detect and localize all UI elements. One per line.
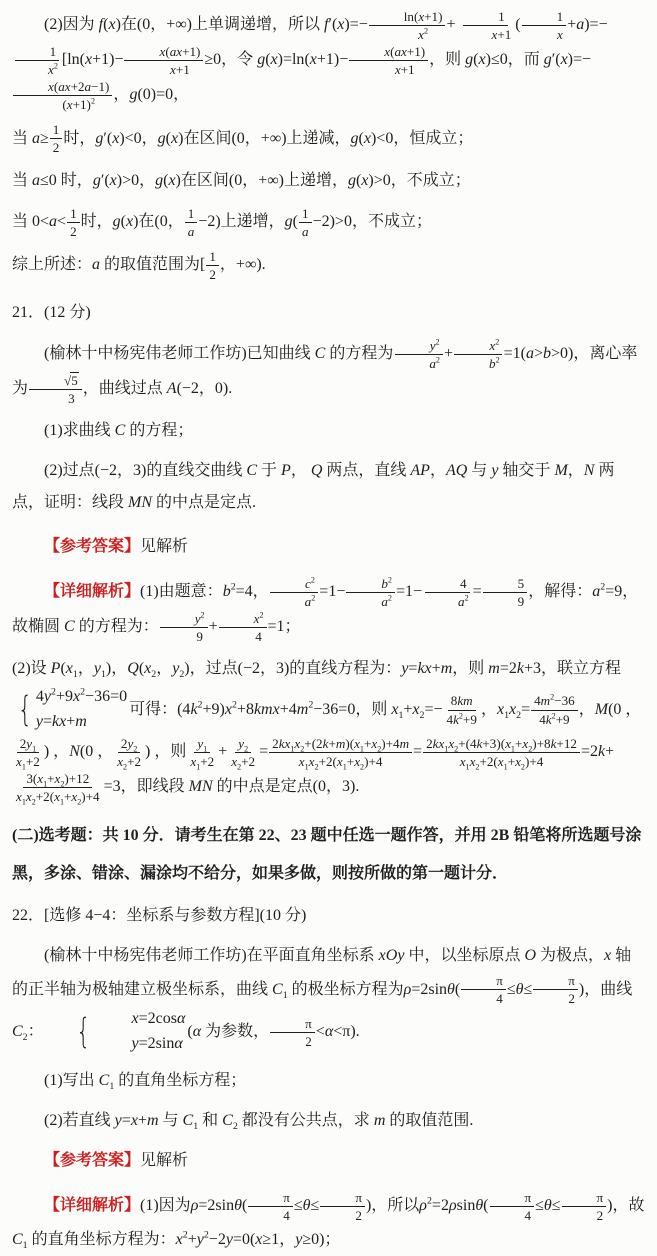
fraction-numerator: $2y_2$ bbox=[118, 735, 140, 753]
fraction bbox=[13, 770, 103, 805]
subscript: 1 bbox=[203, 744, 208, 754]
q20-case-a-ge-half bbox=[12, 121, 645, 156]
text-run: 见解析 bbox=[140, 1152, 189, 1169]
subscript: 1 bbox=[304, 762, 309, 772]
fraction-denominator: 4 bbox=[255, 629, 262, 645]
fraction bbox=[457, 8, 515, 43]
fraction-denominator: x+1 bbox=[491, 27, 512, 43]
fraction bbox=[533, 972, 578, 1007]
fraction-denominator: x+1 bbox=[170, 62, 190, 78]
fraction-denominator: $x_1+2$ bbox=[16, 753, 40, 772]
fraction-denominator: $a^2$ bbox=[429, 355, 440, 371]
subscript: 1 bbox=[22, 1240, 28, 1252]
fraction bbox=[394, 337, 443, 372]
subscript: 1 bbox=[21, 797, 26, 807]
system-rows bbox=[36, 685, 127, 735]
superscript: 2 bbox=[182, 1229, 188, 1241]
superscript: 2 bbox=[230, 581, 236, 593]
fraction bbox=[67, 205, 80, 240]
subscript: 1 bbox=[193, 1121, 199, 1133]
fraction-denominator: $x_1x_2+2(x_1+x_2)+4$ bbox=[459, 753, 544, 772]
answer-tag: 【详细解析】 bbox=[44, 583, 141, 601]
fraction-numerator: $y_2$ bbox=[235, 735, 251, 753]
superscript: 2 bbox=[550, 693, 555, 703]
subscript: 2 bbox=[232, 1121, 238, 1133]
fraction-denominator: $x^2$ bbox=[48, 61, 58, 78]
fraction bbox=[124, 43, 203, 78]
text-run: (2)设 $P(x_1$，$y_1$)，$Q(x_2$，$y_2$)，过点(−2，3)的直线方程为：y=kx+m，则 m=2k+3，联立方程 { $4y^2+9x^2-36=0$ y=kx+m 可得：$(4k^2+9)x^2+8kmx+4m^2-36=0$，则 $x_1+x_2=-$ $\frac{8km}{4k^2+9}$ ，$x_1x_2=$ $\frac{4m^2-36}{4k^2+9}$ ，M(0 ， $\frac{2y_1}{x_1+2}$ ) ，N(0 ， $\frac{2y_2}{x_2+2}$ ) ，则 $\frac{y_1}{x_1+2}$ + $\frac{y_2}{x_2+2}$ = $\frac{2kx_1x_2+(2k+m)(x_1+x_2)+4m}{x_1x_2+2(x_1+x_2)+4}$ = $\frac{2kx_1x_2+(4k+3)(x_1+x_2)+8k+12}{x_1x_2+2(x_1+x_2)+4}$ =2k+ $\frac{3(x_1+x_2)+12}{x_1x_2+2(x_1+x_2)+4}$ =3，即线段 MN 的中点是定点(0，3). bbox=[12, 660, 642, 807]
system-row: y=kx+m bbox=[35, 713, 87, 731]
fraction-denominator: $b^2$ bbox=[489, 355, 500, 371]
subscript: 2 bbox=[314, 762, 319, 772]
text-run: (2)因为 f(x)在(0，+∞)上单调递增，所以 f′(x)=− $\frac{\ln(x+1)}{x^2}$ + $\frac{1}{x+1}$ ( $\frac{1}{x}$ +a)=− $\frac{1}{x^2}$ [ln(x+1)− $\frac{x(ax+1)}{x+1}$ ≥0，令 g(x)=ln(x+1)− $\frac{x(ax+1)}{x+1}$ ，则 g(x)≤0，而 g′(x)=− $\frac{x(ax+2a-1)}{(x+1)^2}$ ，g(0)=0， bbox=[12, 16, 608, 103]
fraction bbox=[114, 735, 144, 770]
q21-analysis-part2 bbox=[12, 653, 645, 805]
subscript: 1 bbox=[282, 989, 288, 1001]
text-run: (1)由题意：$b^2=4$， $\frac{c^2}{a^2}$ =1− $\frac{b^2}{a^2}$ =1− $\frac{4}{a^2}$ = $\frac{5}{9}$ ，解得：$a^2=9$，故椭圆 C 的方程为： $\frac{y^2}{9}$ + $\frac{x^2}{4}$ =1； bbox=[12, 575, 639, 645]
fraction-numerator: 4 bbox=[425, 575, 470, 593]
fraction-denominator: $x_1x_2+2(x_1+x_2)+4$ bbox=[16, 789, 100, 807]
fraction-denominator: $x_2+2$ bbox=[231, 753, 256, 772]
fraction-numerator: 1 bbox=[522, 8, 567, 26]
fraction-denominator: 2 bbox=[70, 223, 77, 239]
subscript: 1 bbox=[465, 762, 470, 772]
fraction-numerator: π bbox=[490, 1189, 535, 1207]
equation-system bbox=[14, 685, 127, 735]
text-run: (榆林十中杨宪伟老师工作坊)已知曲线 C 的方程为 $\frac{y^2}{a^2}$ + $\frac{x^2}{b^2}$ =1(a>b>0)，离心率为 $\frac{√5}{3}$ ，曲线过点 A(−2，0). bbox=[12, 337, 638, 406]
q22-reference-answer bbox=[12, 1145, 645, 1177]
fraction-denominator: $4k^2+9$ bbox=[446, 711, 477, 727]
fraction-numerator: 1 bbox=[206, 248, 219, 266]
fraction-denominator: 4 bbox=[496, 991, 503, 1007]
subscript: 1 bbox=[43, 779, 48, 789]
superscript: 2 bbox=[424, 26, 429, 36]
fraction-numerator: 1 bbox=[463, 8, 508, 26]
subscript: 1 bbox=[59, 797, 64, 807]
fraction bbox=[206, 248, 219, 283]
fraction bbox=[483, 575, 528, 610]
equation-system bbox=[46, 1007, 186, 1057]
fraction bbox=[346, 575, 395, 610]
fraction-numerator: $y^2$ bbox=[160, 610, 208, 628]
fraction bbox=[531, 692, 578, 727]
subscript: 1 bbox=[196, 762, 201, 772]
subscript: 1 bbox=[100, 669, 106, 681]
fraction bbox=[219, 610, 267, 645]
answer-tag: 【参考答案】 bbox=[44, 538, 141, 555]
subscript: 1 bbox=[444, 744, 449, 754]
left-brace: { bbox=[17, 689, 33, 730]
subscript: 2 bbox=[475, 762, 480, 772]
text-run: (榆林十中杨宪伟老师工作坊)在平面直角坐标系 xOy 中，以坐标原点 O 为极点，x 轴的正半轴为极轴建立极坐标系，曲线 $C_1$ 的极坐标方程为ρ=2sinθ( $\frac{\pi}{4}$ ≤θ≤ $\frac{\pi}{2}$ )，曲线 $C_2$： { x=2cosα y=2sinα (α 为参数， $\frac{\pi}{2}$ <α<π). bbox=[12, 947, 632, 1040]
fraction-numerator: π bbox=[461, 972, 506, 990]
fraction bbox=[349, 43, 428, 78]
fraction bbox=[13, 43, 61, 78]
radical-sign: √ bbox=[64, 372, 72, 388]
fraction-numerator: 1 bbox=[67, 205, 80, 223]
q22-sub2 bbox=[12, 1105, 645, 1137]
superscript: 2 bbox=[51, 686, 56, 698]
fraction bbox=[50, 121, 63, 156]
subscript: 2 bbox=[528, 744, 533, 754]
fraction-numerator: x(ax+2a−1) bbox=[13, 78, 112, 96]
q20-case-a-le-zero bbox=[12, 165, 645, 197]
text-run: 21．(12 分) bbox=[12, 303, 91, 321]
subscript: 2 bbox=[179, 669, 185, 681]
superscript: 2 bbox=[310, 575, 315, 585]
superscript: 2 bbox=[90, 96, 95, 106]
fraction-numerator: $2kx_1x_2+(2k+m)(x_1+x_2)+4m$ bbox=[269, 735, 412, 753]
superscript: 2 bbox=[53, 61, 58, 71]
superscript: 2 bbox=[458, 711, 463, 721]
fraction bbox=[29, 372, 82, 407]
subscript: 1 bbox=[342, 762, 347, 772]
q21-analysis-part1 bbox=[12, 575, 645, 645]
subscript: 1 bbox=[32, 744, 37, 754]
fraction-numerator: 1 bbox=[15, 43, 60, 61]
subscript: 2 bbox=[237, 762, 242, 772]
text-run: (2)若直线 y=x+m 与 $C_1$ 和 $C_2$ 都没有公共点，求 m 的取值范围. bbox=[44, 1112, 474, 1133]
text-run: (1)因为ρ=2sinθ( $\frac{\pi}{4}$ ≤θ≤ $\frac{\pi}{2}$ )，所以$\rho^2=2\rho\sin\theta$( $\frac{\pi}{4}$ ≤θ≤ $\frac{\pi}{2}$ )，故 $C_1$ 的直角坐标方程为：$x^2+y^2-2y=0(x\ge 1$，y≥0)； bbox=[12, 1190, 645, 1252]
subscript: 1 bbox=[290, 744, 295, 754]
fraction-denominator: 2 bbox=[568, 991, 575, 1007]
subscript: 1 bbox=[109, 1081, 115, 1093]
fraction bbox=[562, 1189, 607, 1224]
superscript: 2 bbox=[200, 610, 205, 620]
subscript: 2 bbox=[77, 797, 82, 807]
fraction bbox=[270, 575, 319, 610]
fraction-numerator: $2kx_1x_2+(4k+3)(x_1+x_2)+8k+12$ bbox=[423, 735, 580, 753]
subscript: 2 bbox=[516, 709, 522, 721]
fraction bbox=[320, 1189, 365, 1224]
fraction bbox=[160, 610, 208, 645]
superscript: 2 bbox=[203, 1229, 209, 1241]
text-run: (二)选考题：共 10 分．请考生在第 22、23 题中任选一题作答，并用 2B 铅笔将所选题号涂黑，多涂、错涂、漏涂均不给分，如果多做，则按所做的第一题计分． bbox=[12, 827, 642, 882]
superscript: 2 bbox=[435, 337, 440, 347]
q20-case-a-between bbox=[12, 205, 645, 240]
q20-conclusion bbox=[12, 248, 645, 283]
fraction bbox=[299, 205, 312, 240]
fraction bbox=[423, 735, 580, 770]
superscript: 2 bbox=[387, 575, 392, 585]
fraction-denominator: $a^2$ bbox=[458, 593, 469, 610]
fraction-numerator: 1 bbox=[299, 205, 312, 223]
subscript: 2 bbox=[133, 744, 138, 754]
fraction bbox=[461, 972, 506, 1007]
q20-part2-solution bbox=[12, 8, 645, 113]
fraction-numerator: 5 bbox=[483, 575, 528, 593]
text-run: 综上所述：a 的取值范围为[ $\frac{1}{2}$ ，+∞). bbox=[12, 248, 266, 282]
fraction-numerator: $3(x_1+x_2)+12$ bbox=[23, 770, 92, 788]
superscript: 2 bbox=[197, 699, 203, 711]
fraction-numerator: $4m^2-36$ bbox=[531, 692, 578, 710]
q22-heading bbox=[12, 900, 645, 932]
fraction-denominator: 2 bbox=[355, 1208, 362, 1224]
superscript: 2 bbox=[387, 593, 392, 603]
q21-problem bbox=[12, 337, 645, 407]
answer-tag: 【详细解析】 bbox=[44, 1197, 141, 1215]
fraction-numerator: π bbox=[270, 1015, 315, 1033]
fraction-numerator: π bbox=[248, 1189, 293, 1207]
q21-sub2 bbox=[12, 455, 645, 519]
q22-analysis-part1 bbox=[12, 1189, 645, 1256]
fraction-numerator bbox=[29, 372, 82, 390]
superscript: 2 bbox=[435, 355, 440, 365]
left-brace: { bbox=[75, 1012, 91, 1052]
fraction bbox=[269, 735, 412, 770]
superscript: 2 bbox=[311, 593, 316, 603]
fraction-denominator: $x_2+2$ bbox=[117, 753, 142, 772]
radical bbox=[64, 373, 79, 388]
subscript: 2 bbox=[123, 762, 128, 772]
fraction-numerator: x(ax+1) bbox=[124, 43, 203, 61]
subscript: 2 bbox=[520, 762, 525, 772]
fraction-denominator: $4k^2+9$ bbox=[539, 711, 570, 727]
text-run: (1)求曲线 C 的方程； bbox=[44, 422, 194, 439]
fraction-denominator: a bbox=[187, 223, 195, 239]
text-run: 当 0<a< $\frac{1}{2}$ 时，g(x)在(0， $\frac{1}{a}$ −2)上递增，g( $\frac{1}{a}$ −2)>0，不成立； bbox=[12, 205, 432, 239]
text-run: 当 a≤0 时，g′(x)>0，g(x)在区间(0，+∞)上递增，g(x)>0，不成立； bbox=[12, 171, 471, 189]
superscript: 2 bbox=[308, 699, 314, 711]
fraction-denominator: 2 bbox=[52, 140, 60, 156]
system-row: y=2sinα bbox=[131, 1035, 183, 1053]
fraction-denominator: 9 bbox=[517, 594, 525, 610]
fraction-numerator: 1 bbox=[185, 205, 198, 223]
fraction bbox=[522, 8, 567, 43]
fraction-numerator: $y_1$ bbox=[194, 735, 210, 753]
answer-tag: 【参考答案】 bbox=[44, 1152, 141, 1169]
subscript: 1 bbox=[510, 744, 515, 754]
fraction-denominator: a bbox=[302, 223, 309, 239]
subscript: 2 bbox=[419, 709, 425, 721]
fraction-numerator: 8km bbox=[448, 692, 476, 710]
fraction-denominator: 4 bbox=[524, 1208, 532, 1224]
fraction-numerator: $x^2$ bbox=[219, 610, 267, 628]
fraction-numerator: ln(x+1) bbox=[369, 8, 446, 26]
superscript: 2 bbox=[464, 593, 469, 603]
q21-reference-answer bbox=[12, 531, 645, 563]
subscript: 1 bbox=[21, 762, 26, 772]
q21-heading bbox=[12, 297, 645, 329]
fraction bbox=[454, 337, 503, 372]
superscript: 2 bbox=[495, 355, 500, 365]
superscript: 2 bbox=[495, 337, 500, 347]
text-run: 当 a≥ $\frac{1}{2}$ 时，g′(x)<0，g(x)在区间(0，+∞)上递减，g(x)<0，恒成立； bbox=[12, 122, 474, 156]
superscript: 2 bbox=[551, 711, 556, 721]
fraction bbox=[248, 1189, 293, 1224]
text-run: (2)过点(−2，3)的直线交曲线 C 于 P， Q 两点，直线 AP，AQ 与 y 轴交于 M，N 两点，证明：线段 MN 的中点是定点. bbox=[12, 462, 615, 511]
fraction-denominator: $a^2$ bbox=[381, 593, 392, 610]
subscript: 2 bbox=[360, 762, 365, 772]
subscript: 2 bbox=[244, 744, 249, 754]
fraction bbox=[13, 735, 43, 770]
fraction-numerator: π bbox=[533, 972, 578, 990]
fraction-denominator: $x^2$ bbox=[418, 26, 429, 43]
q22-sub1 bbox=[12, 1065, 645, 1097]
fraction-denominator: $x_1+2$ bbox=[190, 753, 215, 772]
fraction-numerator: $y^2$ bbox=[395, 337, 443, 355]
subscript: 2 bbox=[151, 669, 157, 681]
subscript: 1 bbox=[72, 669, 78, 681]
subscript: 2 bbox=[31, 797, 36, 807]
fraction-denominator: $a^2$ bbox=[304, 593, 316, 610]
fraction bbox=[185, 205, 198, 240]
subscript: 1 bbox=[359, 744, 364, 754]
fraction-denominator: 2 bbox=[209, 266, 216, 282]
subscript: 2 bbox=[377, 744, 382, 754]
subscript: 2 bbox=[300, 744, 305, 754]
section2-elective-instructions bbox=[12, 817, 645, 892]
fraction-denominator: 4 bbox=[283, 1208, 290, 1224]
fraction bbox=[187, 735, 217, 770]
subscript: 2 bbox=[22, 1032, 28, 1044]
system-rows bbox=[100, 1007, 186, 1057]
fraction bbox=[369, 8, 446, 43]
subscript: 1 bbox=[504, 709, 510, 721]
fraction-numerator: x(ax+1) bbox=[349, 43, 428, 61]
subscript: 1 bbox=[503, 762, 508, 772]
fraction-denominator: 2 bbox=[305, 1033, 312, 1049]
fraction-denominator: x bbox=[556, 27, 563, 43]
fraction-numerator: $2y_1$ bbox=[17, 735, 39, 753]
fraction-denominator: 9 bbox=[196, 629, 203, 645]
q22-problem bbox=[12, 940, 645, 1057]
fraction bbox=[228, 735, 258, 770]
text-run: 见解析 bbox=[140, 538, 189, 555]
superscript: 2 bbox=[426, 1195, 432, 1207]
fraction bbox=[490, 1189, 535, 1224]
fraction-numerator: $b^2$ bbox=[346, 575, 395, 593]
fraction-numerator: π bbox=[320, 1189, 365, 1207]
fraction-denominator: 2 bbox=[596, 1208, 604, 1224]
text-run: 22．[选修 4−4：坐标系与参数方程](10 分) bbox=[12, 907, 307, 925]
subscript: 2 bbox=[454, 744, 459, 754]
text-run: (1)写出 $C_1$ 的直角坐标方程； bbox=[44, 1072, 247, 1093]
fraction-denominator: x+1 bbox=[394, 62, 415, 78]
fraction bbox=[423, 575, 472, 610]
fraction-numerator: π bbox=[562, 1189, 607, 1207]
system-row: x=2cosα bbox=[131, 1010, 186, 1028]
subscript: 2 bbox=[60, 779, 65, 789]
fraction bbox=[444, 692, 480, 727]
fraction-denominator: $(x+1)^2$ bbox=[62, 96, 95, 113]
fraction bbox=[13, 78, 112, 113]
superscript: 2 bbox=[259, 610, 264, 620]
superscript: 2 bbox=[231, 699, 237, 711]
q21-sub1 bbox=[12, 415, 645, 447]
fraction-numerator: $c^2$ bbox=[270, 575, 318, 593]
fraction-numerator: 1 bbox=[50, 121, 63, 139]
subscript: 1 bbox=[398, 709, 404, 721]
system-row: $4y^2+9x^2-36=0$ bbox=[35, 686, 128, 706]
fraction bbox=[270, 1015, 315, 1050]
fraction-denominator: 3 bbox=[68, 390, 75, 406]
radicand: 5 bbox=[71, 372, 78, 388]
superscript: 2 bbox=[80, 686, 86, 698]
fraction-numerator: $x^2$ bbox=[454, 337, 502, 355]
superscript: 2 bbox=[600, 581, 606, 593]
fraction-denominator: $x_1x_2+2(x_1+x_2)+4$ bbox=[298, 753, 383, 772]
